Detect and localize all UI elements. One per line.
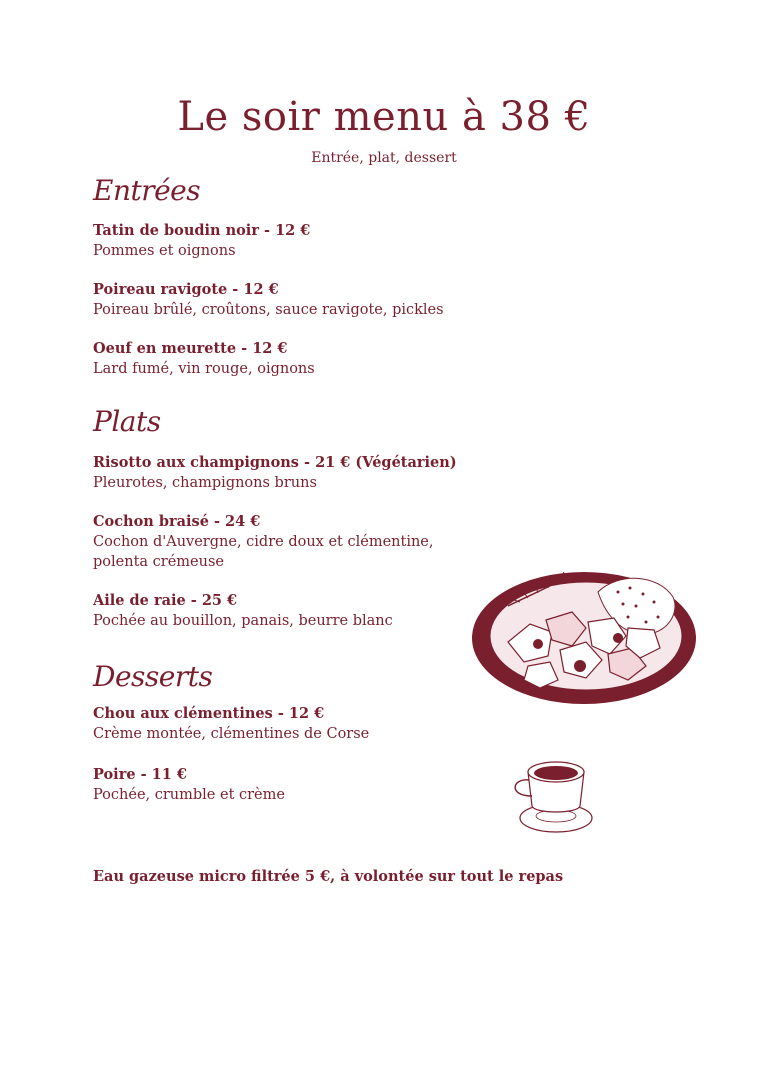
item-name: Cochon braisé - 24 € bbox=[93, 513, 261, 530]
menu-item bbox=[93, 339, 513, 379]
menu-title: Le soir menu à 38 € bbox=[177, 94, 591, 140]
item-description: Pommes et oignons bbox=[93, 243, 236, 259]
section-title-plats: Plats bbox=[93, 405, 161, 438]
item-name: Poireau ravigote - 12 € bbox=[93, 281, 279, 298]
menu-item bbox=[93, 591, 513, 631]
plate-of-food-icon bbox=[468, 562, 704, 716]
item-description: Lard fumé, vin rouge, oignons bbox=[93, 361, 315, 377]
menu-item bbox=[93, 280, 513, 320]
item-description: Pochée au bouillon, panais, beurre blanc bbox=[93, 613, 393, 629]
menu-subtitle: Entrée, plat, dessert bbox=[311, 150, 457, 166]
coffee-cup-icon bbox=[502, 752, 598, 842]
item-name: Risotto aux champignons - 21 € (Végétarien) bbox=[93, 454, 457, 471]
item-description: Pleurotes, champignons bruns bbox=[93, 475, 317, 491]
item-name: Aile de raie - 25 € bbox=[93, 592, 238, 609]
menu-item bbox=[93, 453, 513, 493]
menu-item bbox=[93, 512, 513, 572]
menu-item bbox=[93, 221, 513, 261]
item-name: Oeuf en meurette - 12 € bbox=[93, 340, 288, 357]
menu-item bbox=[93, 765, 513, 805]
item-description: Crème montée, clémentines de Corse bbox=[93, 726, 370, 742]
menu-item bbox=[93, 704, 513, 744]
item-name: Chou aux clémentines - 12 € bbox=[93, 705, 325, 722]
item-description: Pochée, crumble et crème bbox=[93, 787, 285, 803]
section-title-entrees: Entrées bbox=[93, 174, 201, 207]
footer-note: Eau gazeuse micro filtrée 5 €, à volontée sur tout le repas bbox=[93, 868, 564, 885]
section-title-desserts: Desserts bbox=[93, 660, 213, 693]
item-description: Poireau brûlé, croûtons, sauce ravigote, pickles bbox=[93, 302, 444, 318]
item-name: Poire - 11 € bbox=[93, 766, 187, 783]
item-description-continued: polenta crémeuse bbox=[93, 554, 224, 570]
item-name: Tatin de boudin noir - 12 € bbox=[93, 222, 311, 239]
item-description: Cochon d'Auvergne, cidre doux et clémentine, bbox=[93, 534, 434, 550]
